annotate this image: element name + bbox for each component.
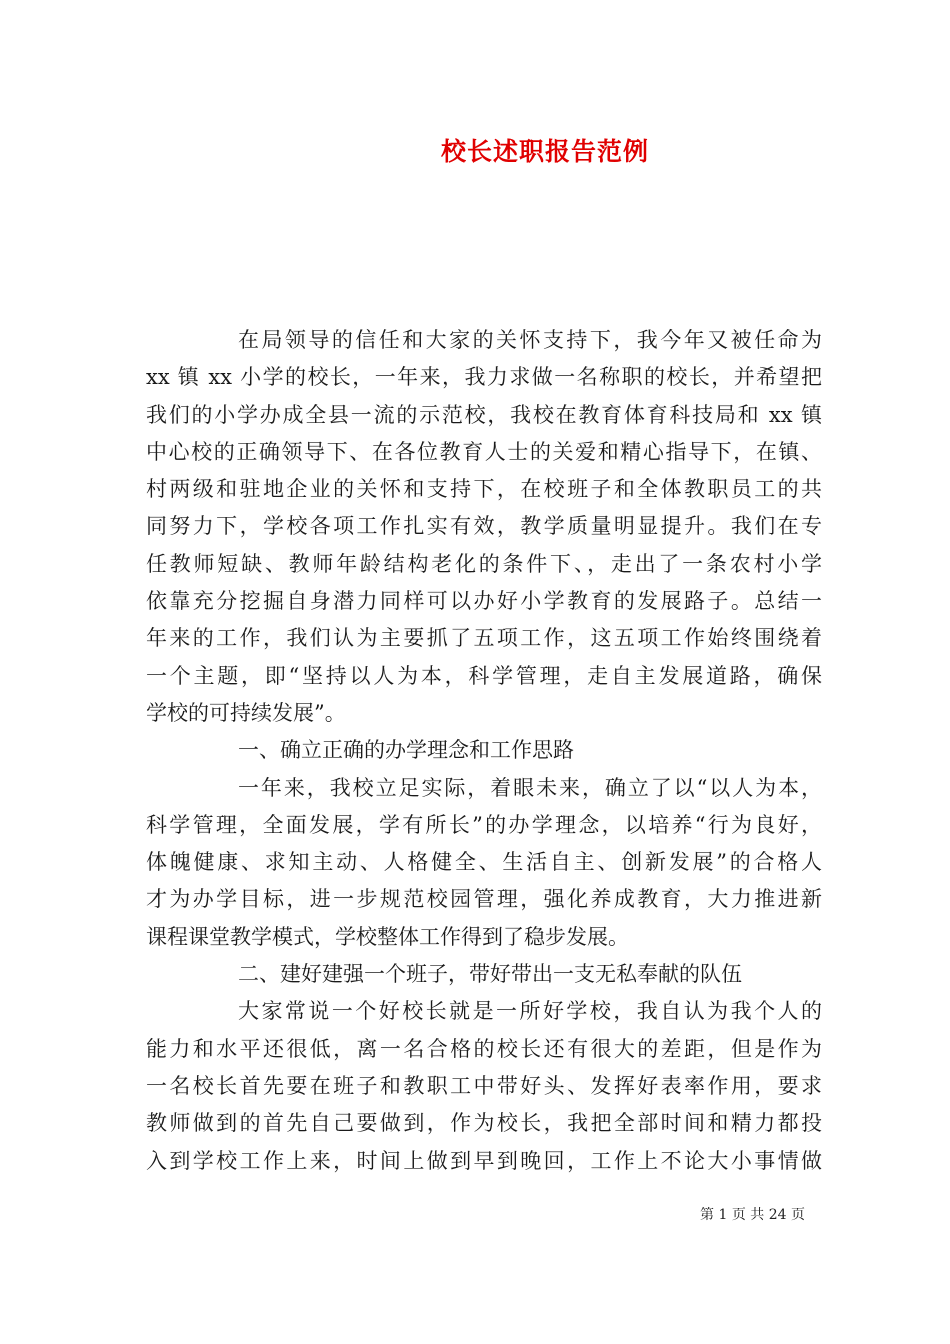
body-line: 课程课堂教学模式，学校整体工作得到了稳步发展。 bbox=[146, 924, 629, 949]
body-line: 体魄健康、求知主动、人格健全、生活自主、创新发展”的合格人 bbox=[146, 850, 822, 875]
page-footer: 第 1 页 共 24 页 bbox=[700, 1207, 805, 1223]
body-line: 科学管理，全面发展，学有所长”的办学理念，以培养“行为良好， bbox=[146, 812, 822, 837]
body-line: 教师做到的首先自己要做到，作为校长，我把全部时间和精力都投 bbox=[146, 1111, 822, 1136]
body-line: 年来的工作，我们认为主要抓了五项工作，这五项工作始终围绕着 bbox=[146, 626, 822, 651]
body-line: 我们的小学办成全县一流的示范校，我校在教育体育科技局和 xx 镇 bbox=[146, 402, 822, 427]
body-line: 任教师短缺、教师年龄结构老化的条件下、，走出了一条农村小学 bbox=[146, 551, 822, 576]
body-line: 能力和水平还很低，离一名合格的校长还有很大的差距，但是作为 bbox=[146, 1036, 822, 1061]
body-line: 中心校的正确领导下、在各位教育人士的关爱和精心指导下，在镇、 bbox=[146, 439, 822, 464]
document-title: 校长述职报告范例 bbox=[440, 137, 649, 166]
body-line: xx 镇 xx 小学的校长，一年来，我力求做一名称职的校长，并希望把 bbox=[146, 365, 822, 390]
body-line: 同努力下，学校各项工作扎实有效，教学质量明显提升。我们在专 bbox=[146, 514, 822, 539]
body-line: 村两级和驻地企业的关怀和支持下，在校班子和全体教职员工的共 bbox=[146, 477, 822, 502]
document-body bbox=[146, 322, 822, 1180]
body-line: 在局领导的信任和大家的关怀支持下，我今年又被任命为 bbox=[238, 328, 822, 352]
body-line: 依靠充分挖掘自身潜力同样可以办好小学教育的发展路子。总结一 bbox=[146, 589, 822, 614]
body-line: 一个主题，即“坚持以人为本，科学管理，走自主发展道路，确保 bbox=[146, 663, 822, 688]
body-line: 一、确立正确的办学理念和工作思路 bbox=[238, 738, 574, 763]
body-line: 一名校长首先要在班子和教职工中带好头、发挥好表率作用，要求 bbox=[146, 1073, 822, 1098]
body-line: 一年来，我校立足实际，着眼未来，确立了以“以人为本， bbox=[238, 775, 822, 800]
body-line: 入到学校工作上来，时间上做到早到晚回，工作上不论大小事情做 bbox=[146, 1148, 822, 1173]
body-line: 才为办学目标，进一步规范校园管理，强化养成教育，大力推进新 bbox=[146, 887, 822, 912]
body-line: 学校的可持续发展”。 bbox=[146, 700, 346, 725]
body-line: 二、建好建强一个班子，带好带出一支无私奉献的队伍 bbox=[238, 962, 742, 987]
body-line: 大家常说一个好校长就是一所好学校，我自认为我个人的 bbox=[238, 999, 822, 1024]
